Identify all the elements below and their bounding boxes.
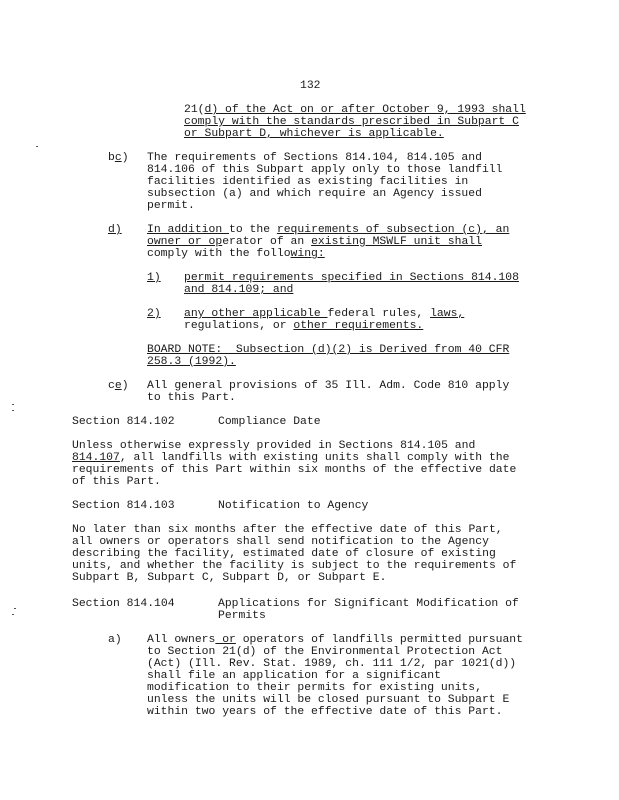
- subitem-label: [147, 272, 161, 284]
- underlined-text: comply with the standards prescribed in Subpart C: [184, 116, 519, 128]
- item-label: ce): [108, 380, 129, 392]
- underlined-text: In addition: [147, 224, 230, 236]
- body-line: All owners or operators of landfills permitted pursuant: [147, 634, 523, 646]
- underlined-text: or Subpart D, whichever is applicable.: [184, 128, 444, 140]
- body-line: all owners or operators shall send notification to the Agency: [72, 536, 489, 548]
- body-line: units, and whether the facility is subject to the requirements of: [72, 560, 517, 572]
- underlined-text: c: [114, 152, 122, 164]
- body-line: 814.107, all landfills with existing units shall comply with the: [72, 452, 510, 464]
- body-line: Unless otherwise expressly provided in Sections 814.105 and: [72, 440, 476, 452]
- body-line: of this Part.: [72, 476, 161, 488]
- underlined-text: 2): [147, 308, 161, 320]
- underlined-text: and 814.109; and: [184, 284, 294, 296]
- underlined-text: 258.3 (1992).: [147, 356, 236, 368]
- underlined-text: owner or op: [147, 236, 223, 248]
- body-line: [184, 272, 519, 284]
- body-line: within two years of the effective date of this Part.: [147, 706, 503, 718]
- underlined-text: laws,: [430, 308, 465, 320]
- body-line: (Act) (Ill. Rev. Stat. 1989, ch. 111 1/2, par 1021(d)): [147, 658, 517, 670]
- body-line: describing the facility, estimated date of closure of existing: [72, 548, 496, 560]
- underlined-text: d) of the Act on or after October 9, 1993 shall: [204, 104, 526, 116]
- page-number: 132: [300, 80, 321, 92]
- item-label: a): [108, 634, 122, 646]
- section-title: Applications for Significant Modification of: [218, 598, 519, 610]
- underlined-text: any other applicable: [184, 308, 328, 320]
- scan-speck: [36, 146, 38, 147]
- body-line: comply with the following:: [147, 248, 325, 260]
- body-line: subsection (a) and which require an Agency issued: [147, 188, 482, 200]
- item-label: bc): [108, 152, 129, 164]
- subitem-label: [147, 308, 161, 320]
- body-line: No later than six months after the effective date of this Part,: [72, 524, 503, 536]
- continuation-line: [184, 116, 519, 128]
- section-title: Compliance Date: [218, 416, 321, 428]
- underlined-text: BOARD NOTE: Subsection (d)(2) is Derived from 40 CFR: [147, 344, 510, 356]
- scan-speck: [14, 608, 16, 609]
- continuation-line: 21(d) of the Act on or after October 9, 1993 shall: [184, 104, 526, 116]
- body-line: to this Part.: [147, 392, 236, 404]
- underlined-text: or: [215, 634, 236, 646]
- body-line: to Section 21(d) of the Environmental Protection Act: [147, 646, 503, 658]
- underlined-text: permit requirements specified in Sections 814.108: [184, 272, 519, 284]
- body-line: 814.106 of this Subpart apply only to those landfill: [147, 164, 503, 176]
- section-number: Section 814.104: [72, 598, 175, 610]
- body-line: [184, 284, 293, 296]
- body-line: owner or operator of an existing MSWLF unit shall: [147, 236, 482, 248]
- underlined-text: e: [114, 380, 122, 392]
- underlined-text: existing MSWLF unit shall: [311, 236, 482, 248]
- section-title: Permits: [218, 610, 266, 622]
- underlined-text: other requirements.: [293, 320, 424, 332]
- body-line: permit.: [147, 200, 195, 212]
- body-line: any other applicable federal rules, laws,: [184, 308, 465, 320]
- body-line: modification to their permits for existing units,: [147, 682, 482, 694]
- body-line: facilities identified as existing facilities in: [147, 176, 469, 188]
- body-line: Subpart B, Subpart C, Subpart D, or Subpart E.: [72, 572, 387, 584]
- board-note: [147, 344, 509, 356]
- scan-speck: [12, 614, 14, 615]
- item-label: [108, 224, 122, 236]
- underlined-text: requirements of subsection (c), an: [276, 224, 510, 236]
- body-line: In addition to the requirements of subsection (c), an: [147, 224, 510, 236]
- underlined-text: 1): [147, 272, 161, 284]
- board-note: [147, 356, 236, 368]
- underlined-text: d): [108, 224, 122, 236]
- section-number: Section 814.102: [72, 416, 175, 428]
- continuation-line: [184, 128, 444, 140]
- scan-speck: [12, 410, 14, 411]
- underlined-text: 814.107: [72, 452, 120, 464]
- body-line: regulations, or other requirements.: [184, 320, 424, 332]
- body-line: unless the units will be closed pursuant to Subpart E: [147, 694, 510, 706]
- underlined-text: wing:: [290, 248, 325, 260]
- body-line: requirements of this Part within six months of the effective date: [72, 464, 517, 476]
- scan-speck: [12, 404, 14, 405]
- section-title: Notification to Agency: [218, 500, 369, 512]
- body-line: shall file an application for a significant: [147, 670, 441, 682]
- body-line: The requirements of Sections 814.104, 814.105 and: [147, 152, 482, 164]
- section-number: Section 814.103: [72, 500, 175, 512]
- body-line: All general provisions of 35 Ill. Adm. Code 810 apply: [147, 380, 510, 392]
